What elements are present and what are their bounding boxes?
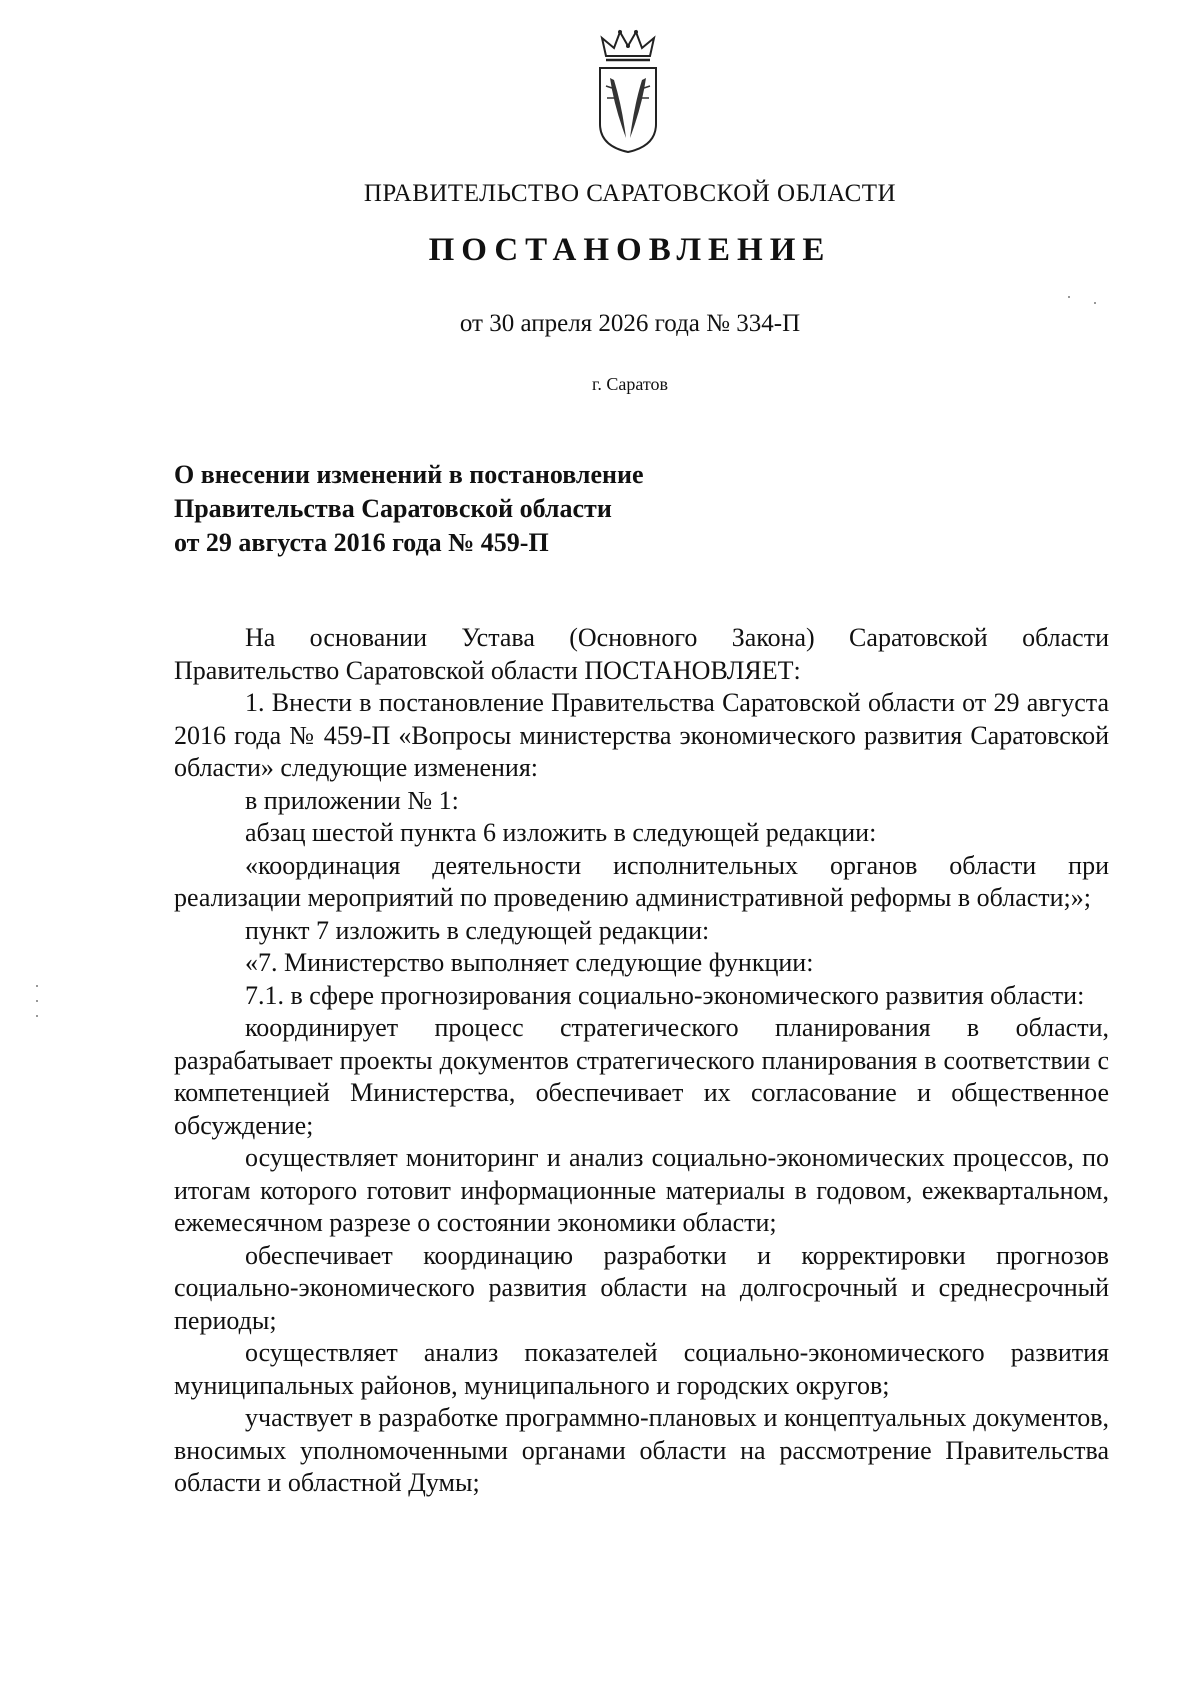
title-line: О внесении изменений в постановление	[174, 460, 644, 489]
paragraph: участвует в разработке программно-плановых и концептуальных документов, вносимых уполномоченными органами области на рассмотрение Правительства области и областной Думы;	[174, 1403, 1109, 1497]
document-title	[174, 458, 774, 560]
document-date-number: от 30 апреля 2026 года № 334-П	[459, 310, 801, 337]
paragraph: пункт 7 изложить в следующей редакции:	[245, 915, 710, 945]
paragraph: «7. Министерство выполняет следующие функции:	[245, 948, 814, 977]
document-type: ПОСТАНОВЛЕНИЕ	[428, 232, 832, 268]
scan-speck	[36, 1000, 38, 1002]
paragraph: 1. Внести в постановление Правительства Саратовской области от 29 августа 2016 года № 459-П «Вопросы министерства экономического развития Саратовской области» следующие изменения:	[174, 688, 1109, 782]
paragraph: осуществляет анализ показателей социально-экономического развития муниципальных районов, муниципального и городских округов;	[174, 1338, 1109, 1400]
saratov-coat-of-arms-icon	[592, 28, 664, 156]
scan-speck	[1094, 302, 1096, 304]
paragraph: абзац шестой пункта 6 изложить в следующей редакции:	[245, 818, 877, 847]
paragraph: осуществляет мониторинг и анализ социально-экономических процессов, по итогам которого готовит информационные материалы в годовом, ежеквартальном, ежемесячном разрезе о состоянии экономики области;	[174, 1143, 1109, 1237]
paragraph: «координация деятельности исполнительных органов области при реализации мероприятий по проведению административной реформы в области;»;	[174, 850, 1109, 912]
scan-speck	[1068, 296, 1070, 298]
paragraph: 7.1. в сфере прогнозирования социально-экономического развития области:	[245, 980, 1085, 1010]
document-body	[174, 622, 1109, 1500]
document-city: г. Саратов	[592, 374, 668, 394]
paragraph: координирует процесс стратегического планирования в области, разрабатывает проекты документов стратегического планирования в соответствии с компетенцией Министерства, обеспечивает их согласование и общественное обсуждение;	[174, 1013, 1109, 1140]
title-line: от 29 августа 2016 года № 459-П	[174, 528, 549, 557]
title-line: Правительства Саратовской области	[174, 494, 612, 523]
paragraph: обеспечивает координацию разработки и корректировки прогнозов социально-экономического развития области на долгосрочный и среднесрочный периоды;	[174, 1240, 1109, 1335]
paragraph: На основании Устава (Основного Закона) Саратовской области Правительство Саратовской области ПОСТАНОВЛЯЕТ:	[174, 623, 1109, 685]
scan-speck	[36, 985, 38, 987]
paragraph: в приложении № 1:	[245, 785, 459, 815]
scan-speck	[36, 1015, 38, 1017]
government-name: ПРАВИТЕЛЬСТВО САРАТОВСКОЙ ОБЛАСТИ	[363, 180, 897, 207]
